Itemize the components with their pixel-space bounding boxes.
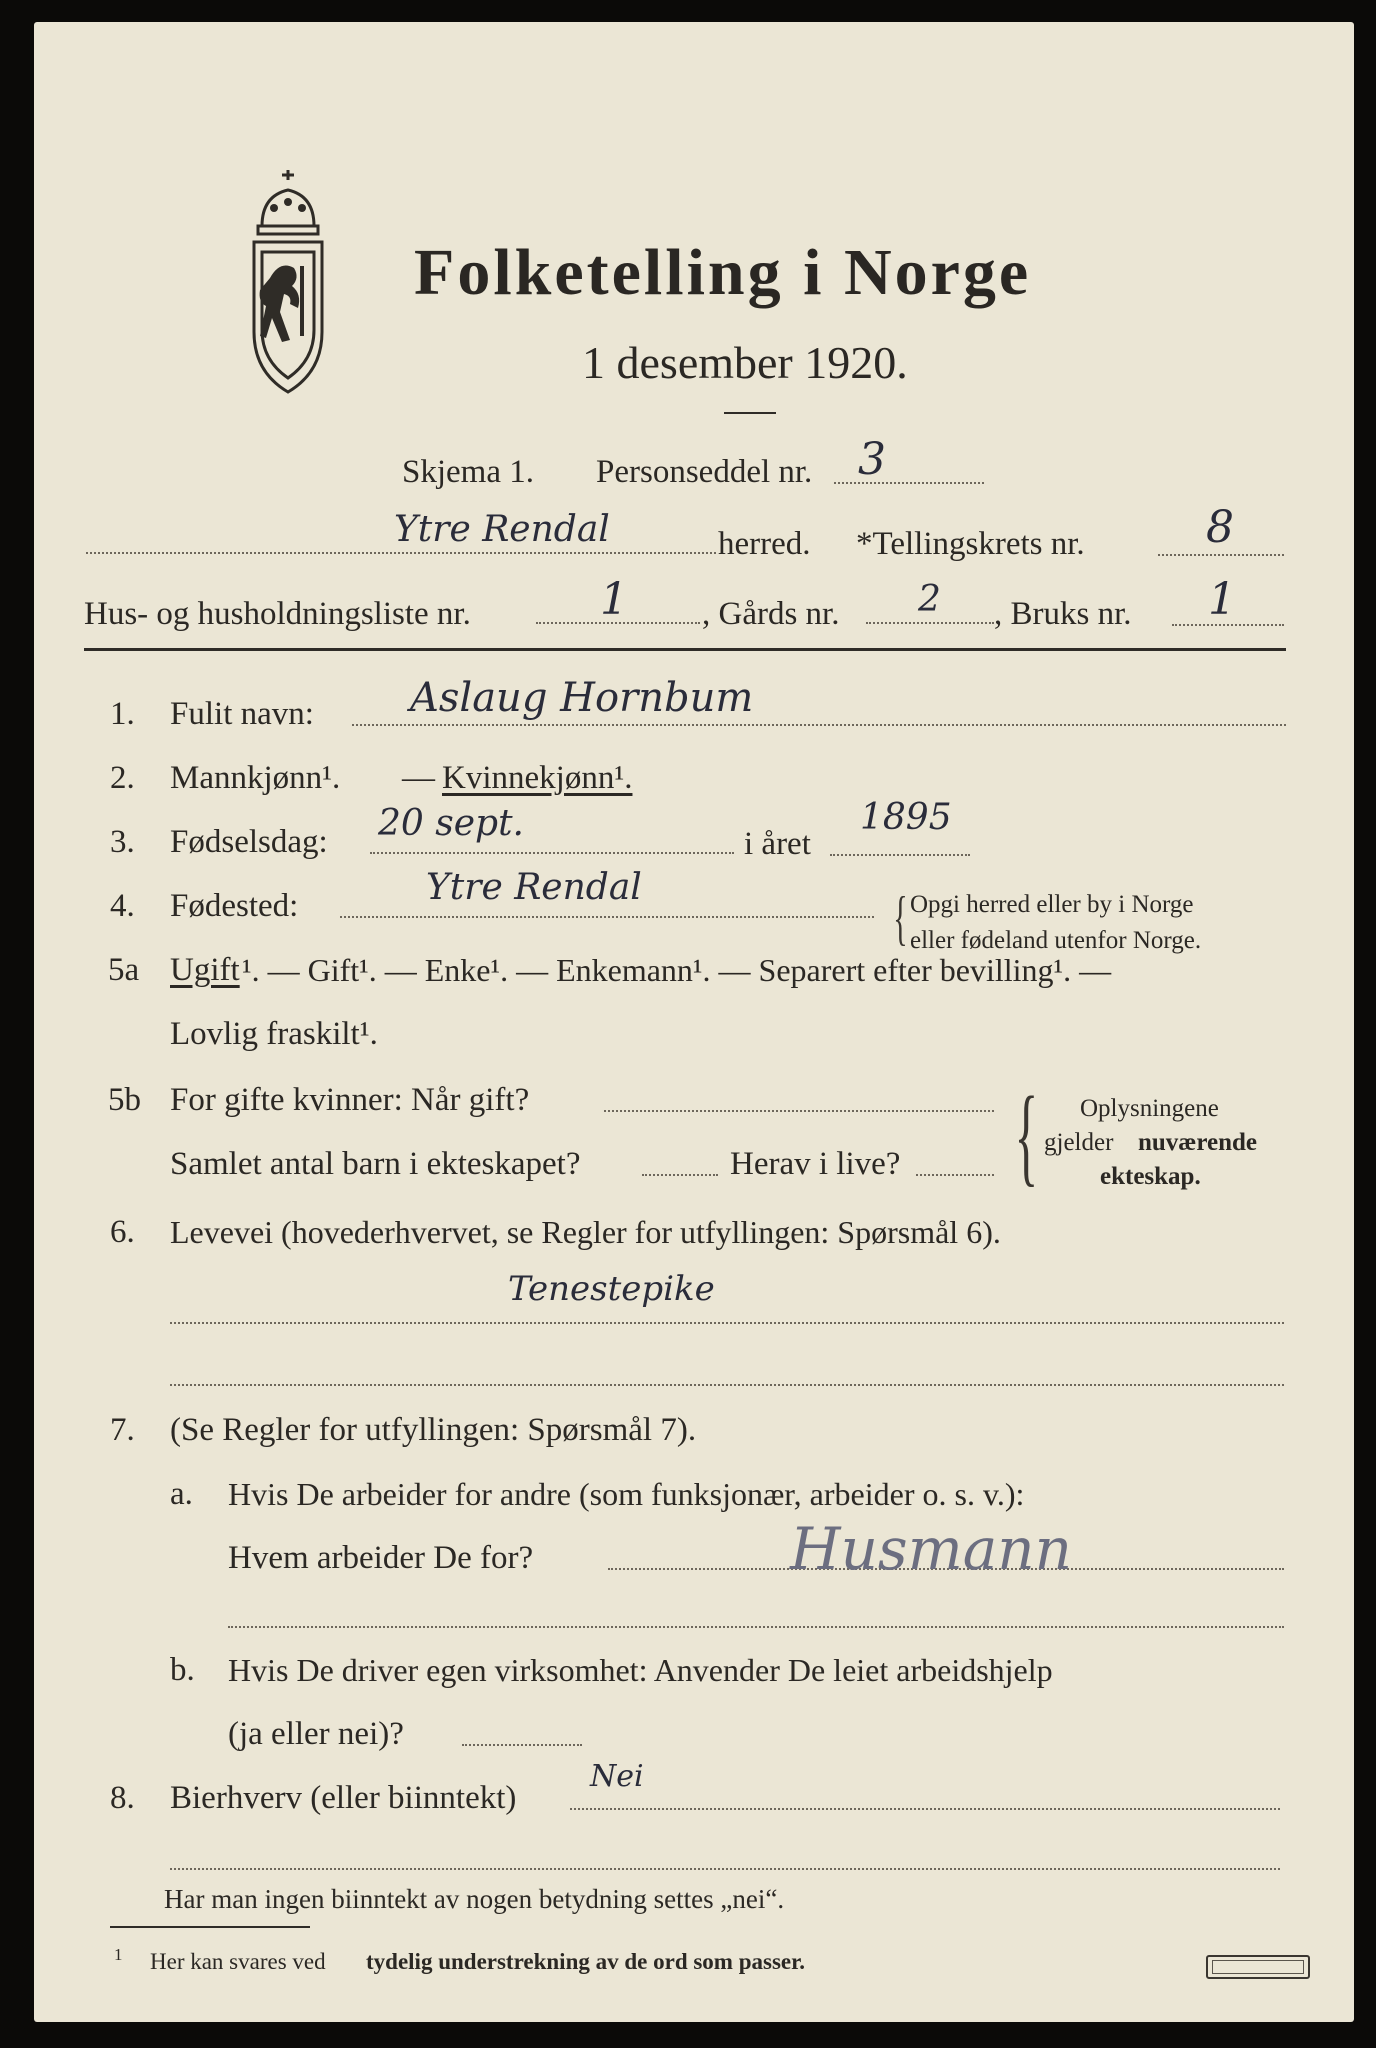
q8-side-income-value[interactable]: Nei [590,1759,644,1794]
q2-female-option[interactable]: Kvinnekjønn¹. [442,760,633,796]
q4-note-brace: { [893,885,908,951]
census-form-sheet [34,22,1354,2022]
gards-value[interactable]: 2 [918,579,941,620]
tellingskrets-line [1158,554,1284,556]
printer-stamp [1206,1955,1310,1979]
q7a-line-extra [228,1626,1284,1628]
q7b-line [462,1744,582,1746]
q7-number: 7. [110,1412,135,1448]
q6-line1 [170,1322,1284,1324]
herred-label: herred. [718,526,811,562]
q5b-children-line [642,1174,718,1176]
q7a-letter: a. [170,1476,193,1512]
q3-year-value[interactable]: 1895 [860,797,952,838]
coat-of-arms-icon [240,168,336,396]
q5b-alive-line [916,1174,994,1176]
q4-label: Fødested: [170,888,299,924]
q8-label: Bierhverv (eller biinntekt) [170,1780,517,1816]
title-divider [724,412,776,414]
q5b-children-label: Samlet antal barn i ekteskapet? [170,1146,581,1182]
q4-line [340,916,874,918]
q5b-note-line2b: nuværende [1138,1129,1258,1156]
q3-label: Fødselsdag: [170,824,328,860]
husliste-label: Hus- og husholdningsliste nr. [84,596,471,632]
q7a-line2: Hvem arbeider De for? [228,1540,534,1576]
bruks-label: , Bruks nr. [994,596,1132,632]
q5b-note-line1: Oplysningene [1080,1095,1219,1122]
q1-number: 1. [110,696,135,732]
q5b-married-when-label: For gifte kvinner: Når gift? [170,1082,530,1118]
q6-label: Levevei (hovederhvervet, se Regler for utfyllingen: Spørsmål 6). [170,1214,1001,1250]
q8-line2 [170,1868,1280,1870]
q5b-note-line3: ekteskap. [1100,1163,1201,1190]
q5b-number: 5b [108,1082,141,1118]
tellingskrets-label: *Tellingskrets nr. [856,526,1085,562]
q3-number: 3. [110,824,135,860]
q4-number: 4. [110,888,135,924]
personseddel-line [834,482,984,484]
q5b-married-when-line [604,1110,994,1112]
header-divider [84,648,1286,651]
gards-line [866,622,994,624]
tellingskrets-value[interactable]: 8 [1206,502,1234,553]
q5a-number: 5a [108,952,140,988]
footnote-text-a: Her kan svares ved [150,1949,326,1974]
herred-value[interactable]: Ytre Rendal [394,509,610,550]
q6-number: 6. [110,1214,135,1250]
q2-number: 2. [110,760,135,796]
q1-label: Fulit navn: [170,696,314,732]
q3-line [370,852,734,854]
gards-label: , Gårds nr. [702,596,840,632]
q6-occupation-value[interactable]: Tenestepike [508,1269,715,1309]
q5a-fraskilt-option[interactable]: Lovlig fraskilt¹. [170,1016,378,1052]
q4-note-line2: eller fødeland utenfor Norge. [910,927,1202,954]
q7-label: (Se Regler for utfyllingen: Spørsmål 7). [170,1412,697,1448]
footnote-mark: 1 [114,1945,123,1964]
bruks-value[interactable]: 1 [1208,574,1236,625]
q5a-ugift-option[interactable]: Ugift [170,952,240,988]
schema-label: Skjema 1. [402,454,534,490]
footnote-text-b: tydelig understrekning av de ord som passer. [366,1949,805,1974]
q7b-letter: b. [170,1652,195,1688]
q7b-line1: Hvis De driver egen virksomhet: Anvender De leiet arbeidshjelp [228,1652,1053,1688]
q8-number: 8. [110,1780,135,1816]
q2-male-option[interactable]: Mannkjønn¹. [170,760,341,796]
q3-year-label: i året [744,826,811,862]
personseddel-value[interactable]: 3 [858,434,886,485]
q3-year-line [830,854,970,856]
q5b-alive-label: Herav i live? [730,1146,901,1182]
q8-line [570,1808,1280,1810]
q4-note-line1: Opgi herred eller by i Norge [910,891,1194,918]
q1-name-value[interactable]: Aslaug Hornbum [410,675,754,721]
q3-birthday-value[interactable]: 20 sept. [378,803,524,844]
q5b-note-line2a: gjelder [1044,1129,1114,1156]
form-title: Folketelling i Norge [414,236,1032,309]
q5a-options[interactable]: ¹. — Gift¹. — Enke¹. — Enkemann¹. — Separert efter bevilling¹. — [242,952,1112,988]
q7a-employer-value[interactable]: Husmann [790,1515,1072,1583]
herred-line [86,552,716,554]
personseddel-label: Personseddel nr. [596,454,813,490]
q1-line [352,724,1286,726]
q7a-line1: Hvis De arbeider for andre (som funksjonær, arbeider o. s. v.): [228,1476,1025,1512]
husliste-value[interactable]: 1 [600,574,628,625]
q4-birthplace-value[interactable]: Ytre Rendal [426,867,642,908]
footnote-divider [110,1926,310,1928]
q7b-line2: (ja eller nei)? [228,1716,404,1752]
form-date: 1 desember 1920. [582,337,908,388]
footer-note: Har man ingen biinntekt av nogen betydning settes „nei“. [164,1884,785,1914]
q2-dash: — [402,760,435,796]
q5b-note-brace: { [1014,1074,1039,1196]
q6-line2 [170,1384,1284,1386]
